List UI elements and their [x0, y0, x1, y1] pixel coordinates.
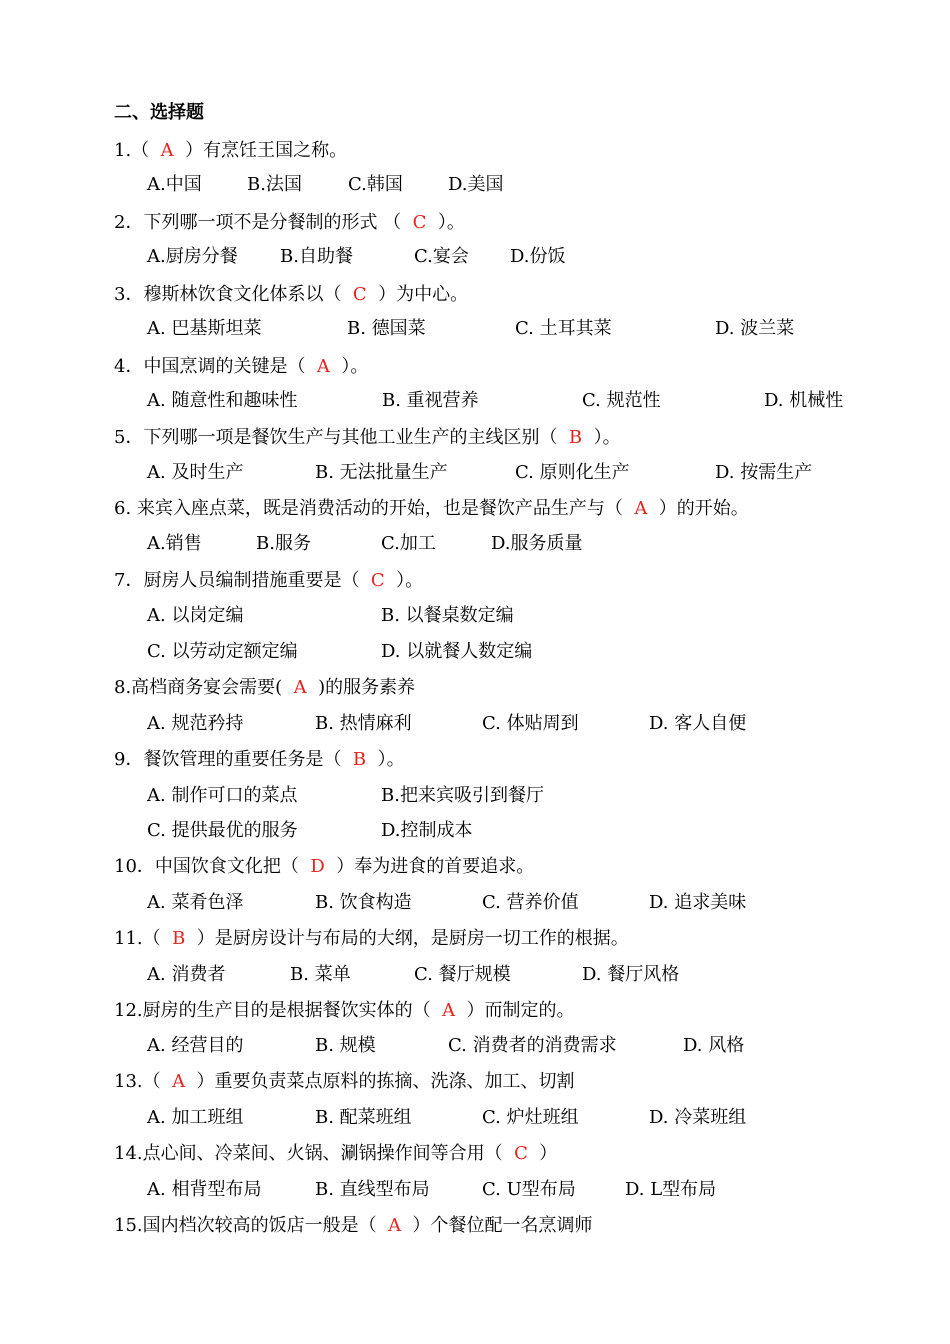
option-d: D.美国 — [448, 174, 504, 195]
question-text-prefix: 8.高档商务宴会需要( — [114, 677, 288, 698]
option-c: C.韩国 — [348, 174, 403, 195]
option-d: D. 风格 — [683, 1035, 745, 1056]
option-d: D. 按需生产 — [715, 462, 813, 483]
option-b: B. 菜单 — [290, 964, 351, 985]
answer-mark: B — [166, 928, 192, 949]
question-13 — [114, 1070, 575, 1094]
option-b: B. 以餐桌数定编 — [381, 605, 514, 626]
question-14 — [114, 1142, 557, 1166]
option-c: C. 提供最优的服务 — [147, 820, 298, 841]
option-b: B. 重视营养 — [382, 390, 479, 411]
option-b: B.服务 — [256, 533, 311, 554]
question-12 — [114, 999, 575, 1023]
option-a: A. 制作可口的菜点 — [147, 785, 298, 806]
option-d: D. 波兰菜 — [715, 318, 795, 339]
option-d: D.控制成本 — [381, 820, 473, 841]
question-text-suffix: ）奉为进食的首要追求。 — [330, 856, 535, 877]
option-d: D. 以就餐人数定编 — [381, 641, 533, 662]
question-text-prefix: 10．中国饮食文化把（ — [114, 856, 305, 877]
option-a: A. 菜肴色泽 — [147, 892, 244, 913]
question-text-prefix: 3．穆斯林饮食文化体系以（ — [114, 284, 348, 305]
option-b: B.法国 — [247, 174, 302, 195]
option-a: A. 相背型布局 — [147, 1179, 262, 1200]
question-text-prefix: 1.（ — [114, 140, 155, 161]
option-d: D.份饭 — [510, 246, 566, 267]
option-c: C. 土耳其菜 — [515, 318, 612, 339]
option-b: B. 德国菜 — [347, 318, 426, 339]
option-d: D. L型布局 — [625, 1179, 717, 1200]
question-text-suffix: ）。 — [432, 212, 465, 233]
option-a: A.销售 — [147, 533, 202, 554]
question-text-prefix: 12.厨房的生产目的是根据餐饮实体的（ — [114, 1000, 437, 1021]
question-text-suffix: ）重要负责菜点原料的拣摘、洗涤、加工、切割 — [190, 1071, 575, 1092]
answer-mark: C — [406, 212, 433, 233]
option-a: A. 经营目的 — [147, 1035, 244, 1056]
option-b: B. 直线型布局 — [315, 1179, 430, 1200]
question-4 — [114, 355, 368, 379]
question-text-suffix: ） — [533, 1143, 558, 1164]
option-c: C. 体贴周到 — [482, 713, 579, 734]
option-b: B. 无法批量生产 — [315, 462, 448, 483]
question-text-prefix: 5．下列哪一项是餐饮生产与其他工业生产的主线区别（ — [114, 427, 564, 448]
question-text-suffix: ）而制定的。 — [460, 1000, 575, 1021]
question-5 — [114, 426, 621, 450]
option-c: C. 消费者的消费需求 — [448, 1035, 617, 1056]
question-text-suffix: ）个餐位配一名烹调师 — [406, 1215, 593, 1236]
question-text-prefix: 13.（ — [114, 1071, 167, 1092]
question-text-suffix: ）是厨房设计与布局的大纲，是厨房一切工作的根据。 — [191, 928, 629, 949]
option-c: C.宴会 — [414, 246, 469, 267]
answer-mark: A — [382, 1215, 407, 1236]
option-b: B. 规模 — [315, 1035, 376, 1056]
option-c: C. 原则化生产 — [515, 462, 630, 483]
answer-mark: D — [304, 856, 331, 877]
option-b: B.自助餐 — [280, 246, 353, 267]
question-text-suffix: ）。 — [390, 570, 424, 591]
option-b: B.把来宾吸引到餐厅 — [381, 785, 544, 806]
option-d: D. 机械性 — [764, 390, 844, 411]
question-7 — [114, 569, 423, 593]
question-9 — [114, 748, 405, 772]
question-text-suffix: ）。 — [587, 427, 621, 448]
option-c: C. 餐厅规模 — [414, 964, 511, 985]
question-text-suffix: ）为中心。 — [372, 284, 469, 305]
option-b: B. 热情麻利 — [315, 713, 412, 734]
option-d: D. 餐厅风格 — [582, 964, 680, 985]
option-a: A. 加工班组 — [147, 1107, 244, 1128]
question-6 — [114, 497, 749, 521]
option-c: C. 营养价值 — [482, 892, 579, 913]
option-a: A. 消费者 — [147, 964, 226, 985]
question-text-prefix: 7．厨房人员编制措施重要是（ — [114, 570, 366, 591]
answer-mark: B — [347, 749, 372, 770]
question-text-suffix: ）。 — [335, 356, 369, 377]
question-10 — [114, 855, 534, 879]
question-8 — [114, 676, 415, 700]
answer-mark: A — [311, 356, 336, 377]
question-text-prefix: 9．餐饮管理的重要任务是（ — [114, 749, 348, 770]
question-15 — [114, 1214, 593, 1238]
question-text-suffix: ）有烹饪王国之称。 — [179, 140, 348, 161]
option-a: A. 规范矜持 — [147, 713, 244, 734]
question-text-suffix: )的服务素养 — [312, 677, 416, 698]
option-b: B. 配菜班组 — [315, 1107, 412, 1128]
answer-mark: B — [563, 427, 588, 448]
question-text-prefix: 2．下列哪一项不是分餐制的形式 （ — [114, 212, 407, 233]
option-c: C.加工 — [381, 533, 436, 554]
question-11 — [114, 927, 629, 951]
question-1 — [114, 139, 347, 163]
option-c: C. U型布局 — [482, 1179, 576, 1200]
option-a: A. 巴基斯坦菜 — [147, 318, 262, 339]
option-b: B. 饮食构造 — [315, 892, 412, 913]
option-d: D.服务质量 — [491, 533, 583, 554]
question-text-suffix: ）的开始。 — [653, 498, 749, 519]
answer-mark: C — [365, 570, 391, 591]
answer-mark: C — [347, 284, 373, 305]
question-text-prefix: 4．中国烹调的关键是（ — [114, 356, 312, 377]
option-a: A. 随意性和趣味性 — [147, 390, 298, 411]
option-d: D. 客人自便 — [649, 713, 747, 734]
answer-mark: A — [287, 677, 313, 698]
question-text-prefix: 15.国内档次较高的饭店一般是（ — [114, 1215, 383, 1236]
answer-mark: A — [628, 498, 654, 519]
option-a: A. 及时生产 — [147, 462, 244, 483]
option-d: D. 追求美味 — [649, 892, 747, 913]
option-d: D. 冷菜班组 — [649, 1107, 747, 1128]
question-text-prefix: 14.点心间、冷菜间、火锅、涮锅操作间等合用（ — [114, 1143, 509, 1164]
question-text-suffix: ）。 — [371, 749, 405, 770]
option-c: C. 炉灶班组 — [482, 1107, 579, 1128]
question-2 — [114, 211, 465, 235]
option-c: C. 规范性 — [582, 390, 661, 411]
answer-mark: A — [154, 140, 180, 161]
answer-mark: C — [508, 1143, 534, 1164]
question-3 — [114, 283, 468, 307]
question-text-prefix: 11.（ — [114, 928, 167, 949]
section-title: 二、选择题 — [114, 102, 204, 123]
answer-mark: A — [166, 1071, 191, 1092]
option-a: A. 以岗定编 — [147, 605, 244, 626]
option-c: C. 以劳动定额定编 — [147, 641, 298, 662]
answer-mark: A — [436, 1000, 461, 1021]
option-a: A.中国 — [147, 174, 202, 195]
question-text-prefix: 6. 来宾入座点菜，既是消费活动的开始，也是餐饮产品生产与（ — [114, 498, 629, 519]
option-a: A.厨房分餐 — [147, 246, 238, 267]
